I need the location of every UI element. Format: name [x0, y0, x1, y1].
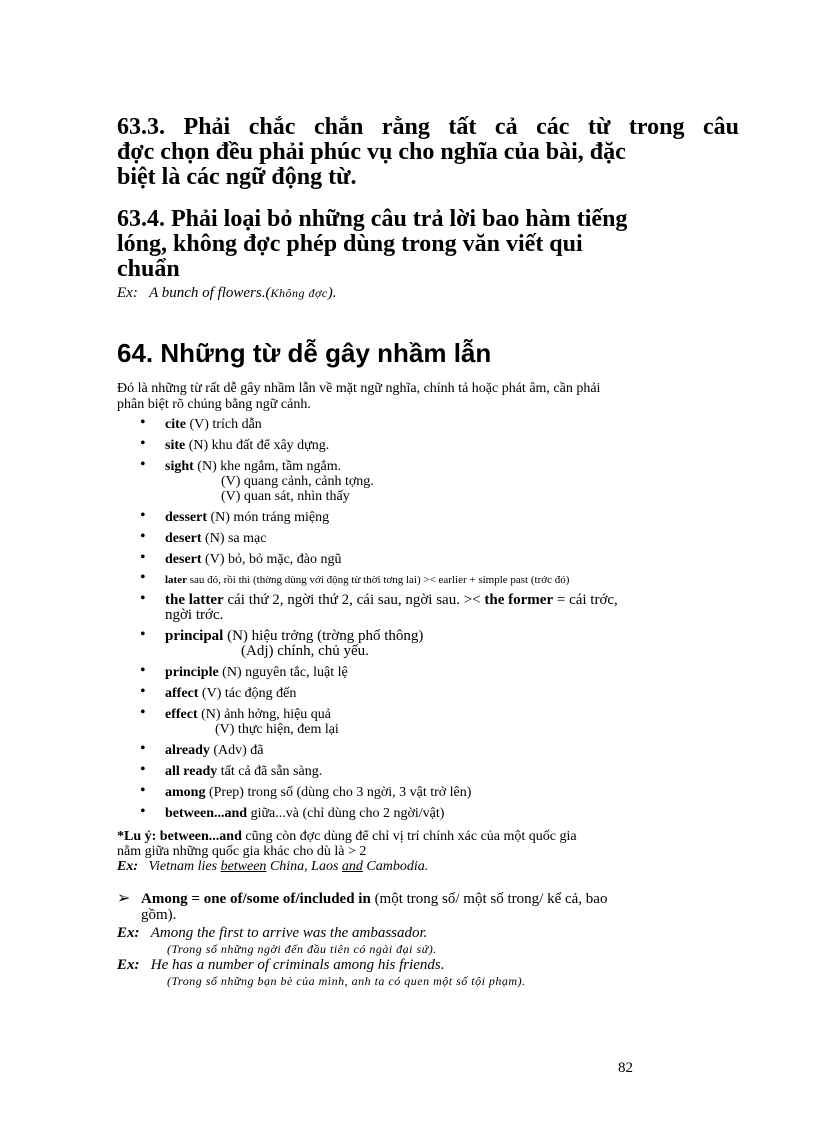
term-sub-definition: (Adj) chính, chủ yếu. [241, 643, 369, 659]
term: principal [165, 628, 224, 644]
note-line2: nằm giữa những quốc gia khác cho dù là > 2 [117, 844, 367, 859]
confusing-words-list [117, 417, 757, 827]
term-definition: (N) sa mạc [201, 531, 267, 546]
list-item [117, 531, 757, 546]
among-block [117, 891, 739, 989]
term: principle [165, 665, 219, 680]
list-item [117, 510, 757, 525]
page-number: 82 [618, 1060, 633, 1076]
section-63-3 [117, 115, 739, 190]
example-label: Ex: [117, 859, 138, 874]
term: effect [165, 707, 198, 722]
term: already [165, 743, 210, 758]
intro-line2: phân biệt rõ chúng bằng ngữ cảnh. [117, 397, 311, 412]
list-item [117, 438, 757, 453]
term: the former [484, 592, 554, 608]
section-63-3-line1: 63.3. Phải chắc chắn rằng tất cả các từ trong câu [117, 114, 739, 140]
section-63-3-line2: đợc chọn đều phải phúc vụ cho nghĩa của bài, đặc [117, 139, 626, 165]
term-definition: (V) tác động đến [198, 686, 297, 701]
list-item [117, 629, 757, 659]
term-definition: tất cả đã sẵn sàng. [217, 764, 323, 779]
term-definition: = cái trớc, [553, 592, 618, 608]
note-line1 [117, 829, 739, 844]
example-underlined: and [341, 859, 363, 874]
section-63-4-line3: chuẩn [117, 256, 180, 282]
list-item [117, 785, 757, 800]
arrow-bullet-icon: ➢ [117, 890, 131, 907]
term: site [165, 438, 186, 453]
term-definition: sau đó, rồi thì (thờng dùng với động từ thời tơng lai) >< earlier + simple past (trớc đó) [186, 574, 570, 586]
term: dessert [165, 510, 207, 525]
among-line1 [117, 891, 739, 907]
example-translation: (Trong số những ngời đến đầu tiên có ngài đại sứ). [167, 942, 437, 956]
usage-note [117, 829, 739, 874]
term-definition: (N) hiệu trởng (trờng phổ thông) [223, 628, 424, 644]
section-63-3-line3: biệt là các ngữ động từ. [117, 164, 357, 190]
section-63-4 [117, 207, 739, 282]
term: between...and [165, 806, 248, 821]
section-64-intro [117, 381, 739, 413]
list-item [117, 806, 757, 821]
list-item [117, 764, 757, 779]
list-item [117, 552, 757, 567]
term-sub-definition: (V) thực hiện, đem lại [215, 722, 339, 737]
list-item [117, 686, 757, 701]
term: sight [165, 459, 194, 474]
example-translation: (Trong số những bạn bè của mình, anh ta có quen một số tội phạm). [167, 974, 526, 988]
term-definition: giữa...và (chỉ dùng cho 2 ngời/vật) [247, 806, 445, 821]
term: desert [165, 552, 202, 567]
term-definition: (Prep) trong số (dùng cho 3 ngời, 3 vật trở lên) [205, 785, 472, 800]
term-sub-definition: (V) quan sát, nhìn thấy [221, 489, 350, 504]
term: the latter [165, 592, 224, 608]
note-example [117, 859, 739, 874]
section-64-title: 64. Những từ dễ gây nhầm lẫn [117, 338, 492, 368]
list-item [117, 707, 757, 737]
term-definition: (V) bỏ, bỏ mặc, đào ngũ [201, 552, 342, 567]
term-definition-cont: gồm). [141, 907, 177, 923]
among-example-1 [117, 925, 739, 941]
term-definition: cái thứ 2, ngời thứ 2, cái sau, ngời sau. >< [223, 592, 485, 608]
term-definition: (một trong số/ một số trong/ kể cả, bao [370, 891, 608, 907]
list-item [117, 573, 757, 587]
term-sub-definition: (V) quang cảnh, cảnh tợng. [221, 474, 374, 489]
term-definition: (N) món tráng miệng [207, 510, 330, 525]
term-definition: (N) khu đất để xây dựng. [185, 438, 330, 453]
note-term: between...and [159, 829, 242, 844]
term: all ready [165, 764, 218, 779]
term-definition: (N) nguyên tắc, luật lệ [218, 665, 348, 680]
note-label: *Lu ý: [117, 829, 160, 844]
list-item [117, 417, 757, 432]
section-63-4-example [117, 285, 336, 302]
list-item [117, 593, 757, 623]
section-63-4-line1: 63.4. Phải loại bỏ những câu trả lời bao hàm tiếng [117, 206, 628, 232]
among-example-2 [117, 957, 739, 973]
term: later [165, 574, 187, 586]
intro-line1: Đó là những từ rất dễ gây nhầm lẫn về mặt ngữ nghĩa, chính tả hoặc phát âm, cần phải [117, 381, 601, 396]
term: affect [165, 686, 199, 701]
example-text: He has a number of criminals among his friends. [150, 957, 445, 973]
term-definition: (Adv) đã [209, 743, 264, 758]
list-item [117, 459, 757, 504]
list-item [117, 665, 757, 680]
list-item [117, 743, 757, 758]
term-sub-definition: ngời trớc. [165, 607, 224, 623]
section-63-4-line2: lóng, không đợc phép dùng trong văn viết qui [117, 231, 583, 257]
example-end: ). [327, 285, 337, 301]
example-underlined: between [220, 859, 267, 874]
term: desert [165, 531, 202, 546]
term: Among = one of/some of/included in [141, 891, 371, 907]
term: among [165, 785, 206, 800]
example-label: Ex: [117, 285, 138, 301]
example-text: A bunch of flowers.( [149, 285, 271, 301]
term-definition: (N) ảnh hởng, hiệu quả [197, 707, 332, 722]
term-definition: (N) khe ngắm, tầm ngắm. [193, 459, 342, 474]
term-definition: (V) trích dẫn [185, 417, 262, 432]
example-text: Vietnam lies [148, 859, 221, 874]
example-note: Không đợc [270, 286, 328, 300]
example-label: Ex: [117, 957, 140, 973]
example-label: Ex: [117, 925, 140, 941]
example-text: Cambodia. [362, 859, 429, 874]
note-text: cũng còn đợc dùng để chỉ vị trí chính xác của một quốc gia [241, 829, 577, 844]
example-text: Among the first to arrive was the ambassador. [150, 925, 428, 941]
example-text: China, Laos [266, 859, 342, 874]
term: cite [165, 417, 186, 432]
